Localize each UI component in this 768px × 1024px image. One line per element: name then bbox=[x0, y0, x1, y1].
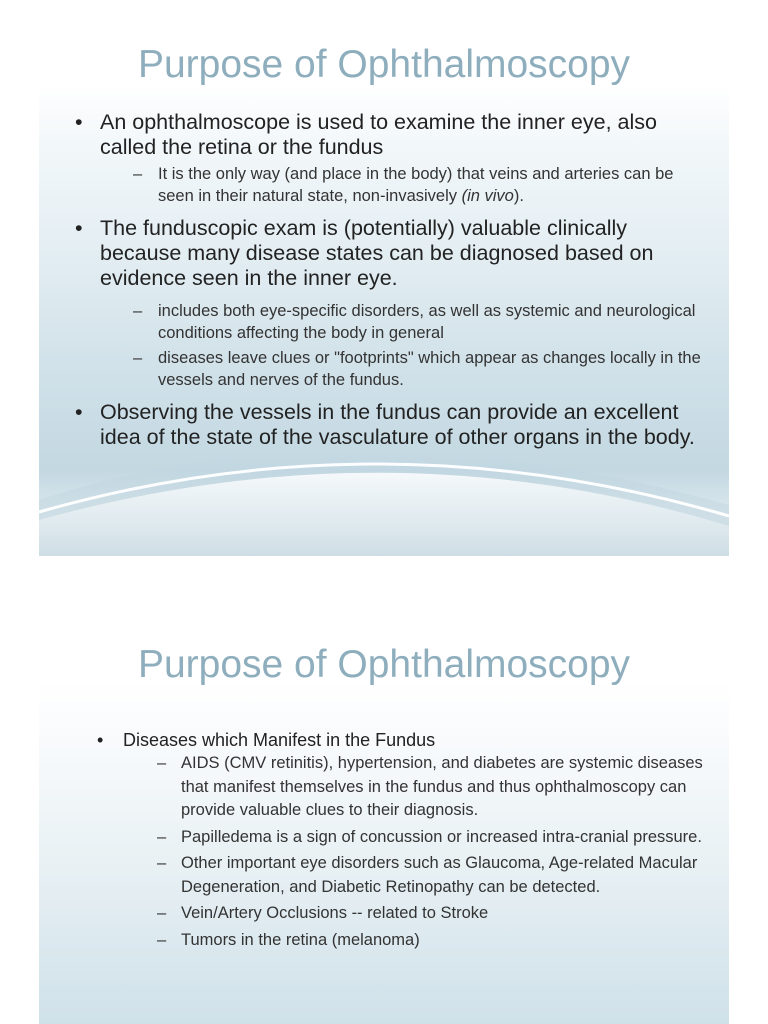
sub-bullet-text: Papilledema is a sign of concussion or increased intra-cranial pressure. bbox=[181, 827, 702, 846]
sub-bullet-text: diseases leave clues or "footprints" which appear as changes locally in the vessels and nerves of the fundus. bbox=[158, 349, 701, 389]
sub-bullet-text: Other important eye disorders such as Glaucoma, Age-related Macular Degeneration, and Diabetic Retinopathy can be detected. bbox=[181, 854, 698, 896]
sub-bullet-text: includes both eye-specific disorders, as well as systemic and neurological conditions affecting the body in general bbox=[158, 302, 696, 342]
sub-bullet-marker: – bbox=[133, 349, 143, 367]
sub-bullet-item bbox=[123, 752, 707, 823]
bullet-marker: • bbox=[75, 110, 83, 134]
sub-bullet-marker: – bbox=[157, 854, 167, 872]
sub-bullet-item bbox=[123, 852, 707, 899]
sub-bullet-text-end: ). bbox=[513, 187, 524, 205]
sub-bullet-italic-text: (in vivo bbox=[461, 187, 514, 205]
sub-bullet-text: Tumors in the retina (melanoma) bbox=[181, 930, 420, 949]
bullet-list bbox=[97, 728, 707, 956]
sub-bullet-item bbox=[100, 163, 712, 207]
bullet-text: Observing the vessels in the fundus can provide an excellent idea of the state of the vasculature of other organs in the body. bbox=[100, 400, 695, 449]
sub-bullet-text: Vein/Artery Occlusions -- related to Stroke bbox=[181, 904, 489, 922]
bullet-text: An ophthalmoscope is used to examine the inner eye, also called the retina or the fundus bbox=[100, 110, 657, 159]
sub-bullet-item bbox=[100, 347, 712, 391]
sub-bullet-item bbox=[123, 902, 707, 926]
slide-2 bbox=[39, 600, 729, 1024]
sub-bullet-marker: – bbox=[157, 827, 167, 846]
sub-bullet-item bbox=[123, 826, 707, 850]
bullet-text: The funduscopic exam is (potentially) valuable clinically because many disease states can be diagnosed based on evidence seen in the inner eye. bbox=[100, 216, 654, 290]
sub-bullet-text: It is the only way (and place in the body) that veins and arteries can be seen in their natural state, non-invasively bbox=[158, 165, 674, 205]
sub-bullet-marker: – bbox=[133, 302, 143, 320]
bullet-item bbox=[97, 728, 707, 952]
sub-bullet-marker: – bbox=[133, 165, 143, 183]
sub-bullet-marker: – bbox=[157, 904, 167, 922]
sub-bullet-item bbox=[100, 300, 712, 344]
bullet-item bbox=[72, 110, 712, 207]
bullet-list bbox=[72, 110, 712, 459]
slide-title: Purpose of Ophthalmoscopy bbox=[137, 643, 631, 686]
bullet-item bbox=[72, 216, 712, 391]
sub-bullet-marker: – bbox=[157, 754, 167, 772]
bullet-marker: • bbox=[75, 400, 83, 424]
bullet-marker: • bbox=[97, 730, 104, 750]
slide-1 bbox=[39, 0, 729, 556]
bullet-marker: • bbox=[75, 216, 83, 240]
bullet-text: Diseases which Manifest in the Fundus bbox=[123, 730, 436, 750]
sub-bullet-marker: – bbox=[157, 930, 167, 949]
sub-bullet-item bbox=[123, 929, 707, 953]
bullet-item bbox=[72, 400, 712, 450]
sub-bullet-text: AIDS (CMV retinitis), hypertension, and diabetes are systemic diseases that manifest themselves in the fundus and thus ophthalmoscopy can provide valuable clues to their diagnosis. bbox=[181, 754, 703, 819]
slide-title: Purpose of Ophthalmoscopy bbox=[137, 43, 631, 86]
